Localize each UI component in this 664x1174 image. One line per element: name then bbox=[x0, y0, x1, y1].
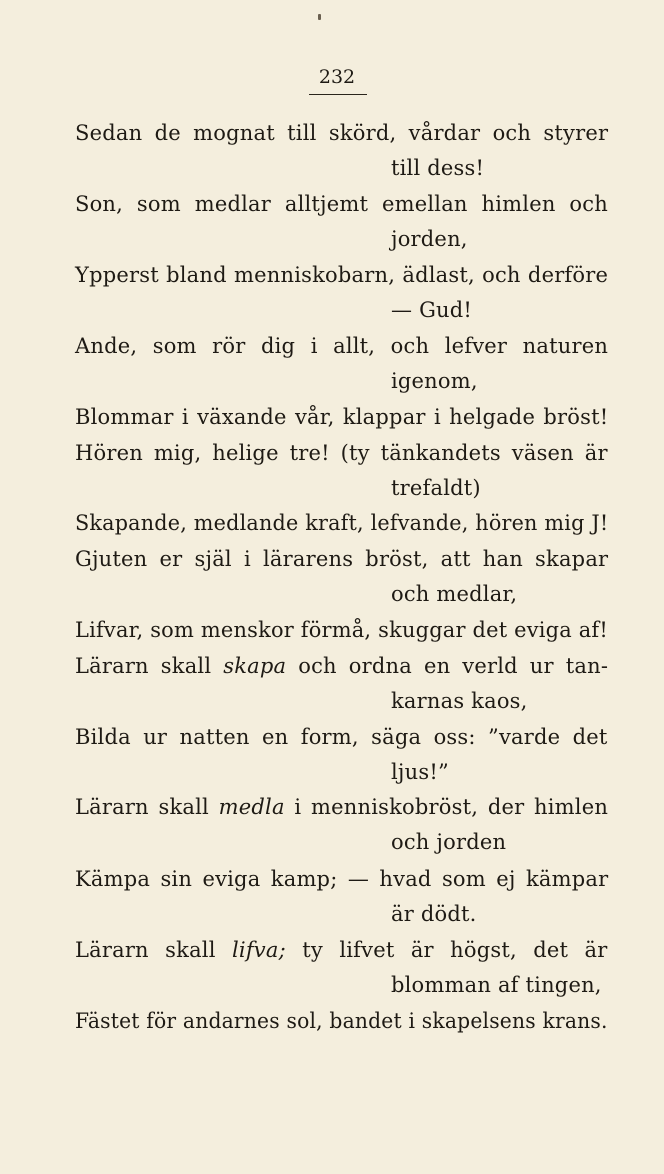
emphasis-word: medla bbox=[218, 795, 285, 819]
emphasis-word: lifva; bbox=[232, 938, 286, 962]
verse-line: Ypperst bland menniskobarn, ädlast, och derföre bbox=[75, 263, 609, 287]
verse-line-continuation: jorden, bbox=[391, 227, 468, 251]
verse-line: Son, som medlar alltjemt emellan himlen och bbox=[75, 192, 608, 216]
verse-text: Lärarn skall bbox=[75, 938, 232, 962]
verse-text: ty lifvet är högst, det är bbox=[285, 938, 608, 962]
verse-text: Lärarn skall bbox=[75, 795, 219, 819]
verse-text: och ordna en verld ur tan- bbox=[286, 654, 609, 678]
verse-line bbox=[75, 653, 608, 679]
verse-line: Lifvar, som menskor förmå, skuggar det eviga af! bbox=[75, 618, 608, 642]
verse-line: Fästet för andarnes sol, bandet i skapelsens krans. bbox=[75, 1009, 608, 1033]
verse-line: Kämpa sin eviga kamp; — hvad som ej kämpar bbox=[75, 867, 609, 891]
verse-line-continuation: är dödt. bbox=[391, 902, 477, 926]
verse-line-continuation: och jorden bbox=[391, 830, 507, 854]
verse-text: i menniskobröst, der himlen bbox=[284, 795, 609, 819]
verse-line-continuation: karnas kaos, bbox=[391, 689, 528, 713]
verse-line: Blommar i växande vår, klappar i helgade bröst! bbox=[75, 405, 609, 429]
verse-line: Sedan de mognat till skörd, vårdar och styrer bbox=[75, 121, 609, 145]
verse-text: Lärarn skall bbox=[75, 654, 224, 678]
verse-line: Gjuten er själ i lärarens bröst, att han skapar bbox=[75, 547, 609, 571]
ink-speck bbox=[318, 14, 321, 20]
verse-line-continuation: blomman af tingen, bbox=[391, 973, 602, 997]
verse-line-continuation: och medlar, bbox=[391, 582, 518, 606]
verse-line-continuation: trefaldt) bbox=[391, 476, 481, 500]
verse-line-continuation: ljus!” bbox=[391, 760, 449, 784]
verse-line: Ande, som rör dig i allt, och lefver naturen bbox=[75, 334, 609, 358]
verse-line-continuation: till dess! bbox=[391, 156, 485, 180]
verse-line-continuation: igenom, bbox=[391, 369, 478, 393]
emphasis-word: skapa bbox=[223, 654, 287, 678]
page-number: 232 bbox=[318, 66, 356, 88]
verse-line bbox=[75, 937, 608, 963]
verse-line bbox=[75, 794, 608, 820]
verse-line: Bilda ur natten en form, säga oss: ”varde det bbox=[75, 725, 608, 749]
page-number-rule bbox=[309, 94, 367, 95]
verse-line: Skapande, medlande kraft, lefvande, hören mig J! bbox=[75, 511, 609, 535]
verse-line-continuation: — Gud! bbox=[391, 298, 473, 322]
verse-line: Hören mig, helige tre! (ty tänkandets väsen är bbox=[75, 441, 608, 465]
